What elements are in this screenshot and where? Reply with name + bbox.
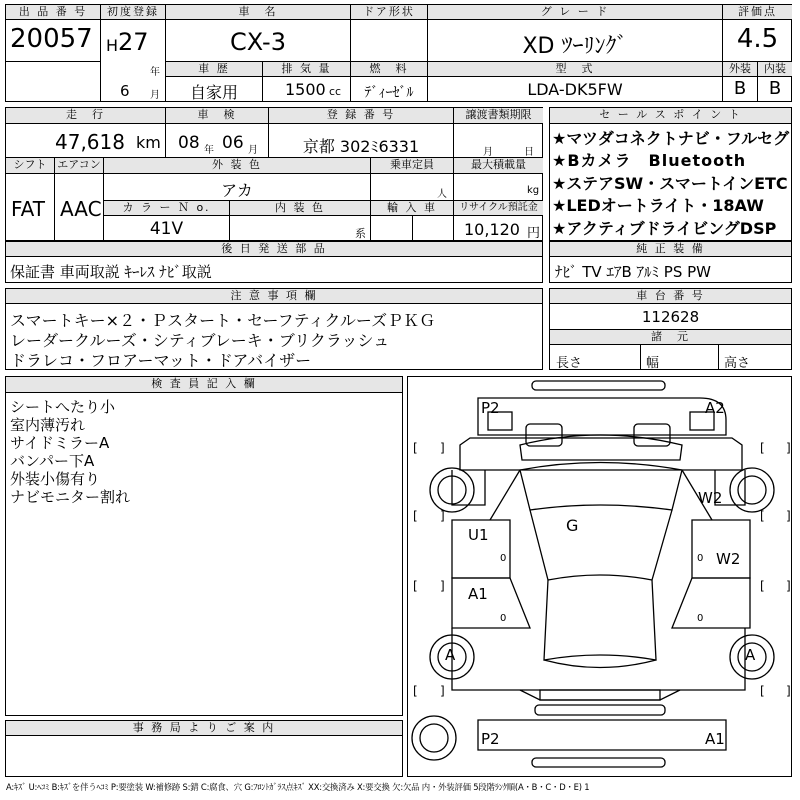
int-label: 内装 [758, 62, 792, 76]
lot-number: 20057 [10, 24, 93, 54]
inspection-month-unit: 月 [248, 145, 258, 156]
svg-text:]: ] [440, 441, 445, 455]
height-label: 高さ [724, 356, 751, 371]
interior-color-unit: 系 [355, 227, 366, 240]
grade-label: グ レ ー ド [428, 5, 722, 19]
mileage-unit: km [136, 133, 161, 152]
inspector-line-1: シートへたり小 [10, 398, 116, 416]
svg-text:[: [ [413, 441, 418, 455]
svg-text:]: ] [440, 684, 445, 698]
inspector-line-2: 室内薄汚れ [10, 416, 86, 434]
sales-point-2: ★Bカメラ Bluetooth [552, 151, 747, 170]
ac-label: エアコン [55, 158, 103, 173]
history: 自家用 [189, 83, 238, 102]
displacement: 1500 [285, 80, 326, 99]
mark-zero-1: 0 [500, 553, 507, 564]
first-reg-label: 初度登録 [101, 5, 165, 19]
shift: FAT [11, 197, 46, 221]
inspector-line-6: ナビモニター割れ [10, 488, 131, 506]
mark-w2-right: W2 [698, 489, 723, 507]
later-parts-label: 後 日 発 送 部 品 [6, 242, 542, 256]
exterior-color: アカ [221, 181, 253, 200]
sales-point-3: ★ステアSW・スマートインETC [552, 174, 788, 193]
svg-text:[: [ [413, 509, 418, 523]
mileage: 47,618 [55, 130, 125, 154]
capacity-unit: 人 [437, 189, 447, 200]
chassis-label: 車 台 番 号 [550, 289, 791, 303]
import-label: 輸 入 車 [371, 201, 453, 215]
recycle-unit: 円 [527, 226, 541, 241]
mark-zero-4: 0 [697, 613, 704, 624]
sales-points-label: セ ー ル ス ポ イ ン ト [550, 108, 791, 123]
model-label: 型 式 [428, 62, 722, 76]
fuel: ﾃﾞｨｰｾﾞﾙ [364, 85, 414, 101]
ext-label: 外装 [723, 62, 757, 76]
inspection-year: 08 [178, 133, 200, 153]
mark-p2-top: P2 [481, 399, 500, 417]
equipment-label: 純 正 装 備 [550, 242, 791, 256]
sales-point-4: ★LEDオートライト・18AW [552, 196, 764, 215]
mark-a-front-right: A [745, 646, 756, 664]
fuel-label: 燃 料 [351, 62, 427, 76]
lot-label: 出 品 番 号 [6, 5, 100, 19]
equipment: ﾅﾋﾞ TV ｴｱB ｱﾙﾐ PS PW [555, 263, 711, 281]
sales-point-5: ★アクティブドライビングDSP [552, 219, 777, 238]
disp-label: 排 気 量 [263, 62, 350, 76]
note-line-1: スマートキー×２・Ｐスタート・セーフティクルーズＰＫＧ [10, 311, 436, 330]
history-label: 車 歴 [166, 62, 262, 76]
score-label: 評価点 [723, 5, 792, 19]
score: 4.5 [736, 24, 779, 54]
mileage-label: 走 行 [6, 108, 165, 123]
mark-p2-bottom: P2 [481, 730, 500, 748]
reg-month: 6 [120, 82, 130, 100]
svg-text:[: [ [760, 509, 765, 523]
inspector-label: 検 査 員 記 入 欄 [6, 377, 402, 392]
inspector-line-3: サイドミラーA [10, 434, 110, 452]
mark-a1-bottom: A1 [705, 730, 725, 748]
model: LDA-DK5FW [527, 80, 623, 99]
chassis-number: 112628 [641, 308, 700, 326]
later-parts: 保証書 車両取説 ｷｰﾚｽ ﾅﾋﾞ取説 [10, 263, 212, 281]
era: H [106, 36, 119, 55]
door-label: ドア形状 [351, 5, 427, 19]
plate-label: 登 録 番 号 [269, 108, 453, 123]
note-line-3: ドラレコ・フロアーマット・ドアバイザー [10, 351, 312, 370]
max-load-label: 最大積載量 [454, 158, 543, 173]
svg-text:[: [ [413, 579, 418, 593]
mark-w2-door: W2 [716, 550, 741, 568]
dims-label: 諸 元 [550, 330, 791, 344]
inspector-line-5: 外装小傷有り [10, 470, 101, 488]
notes-label: 注 意 事 項 欄 [6, 289, 542, 303]
svg-text:]: ] [786, 579, 791, 593]
note-line-2: レーダークルーズ・シティブレーキ・ブリクラッシュ [10, 331, 390, 350]
mark-zero-3: 0 [500, 613, 507, 624]
interior-color-label: 内 装 色 [230, 201, 370, 215]
office-label: 事 務 局 よ り ご 案 内 [6, 721, 402, 735]
air-conditioner: AAC [60, 197, 102, 221]
disp-unit: cc [329, 85, 342, 98]
svg-text:]: ] [786, 684, 791, 698]
recycle-label: リサイクル預託金 [454, 201, 543, 215]
svg-text:[: [ [760, 684, 765, 698]
sales-point-1: ★マツダコネクトナビ・フルセグ [552, 129, 790, 148]
legend: A:ｷｽﾞ U:ﾍｺﾐ B:ｷｽﾞを伴うﾍｺﾐ P:要塗装 W:補修跡 S:錆 C:腐食、穴 G:ﾌﾛﾝﾄｶﾞﾗｽ点ｷｽﾞ XX:交換済み X:要交換 欠:欠品 内・外装評価 5段階ﾗﾝｸ順(A・B・C・D・E) 1 [6, 782, 590, 792]
svg-text:]: ] [440, 509, 445, 523]
transfer-day-unit: 日 [524, 147, 534, 158]
car-name-label: 車 名 [166, 5, 350, 19]
int-grade: B [768, 78, 782, 99]
inspection-month: 06 [222, 133, 244, 153]
svg-text:[: [ [413, 684, 418, 698]
car-name: CX-3 [230, 28, 286, 56]
color-no-label: カ ラ ー Ｎ o. [104, 201, 229, 215]
grade: XD ﾂｰﾘﾝｸﾞ [522, 34, 628, 59]
svg-text:]: ] [786, 441, 791, 455]
inspection-label: 車 検 [166, 108, 268, 123]
max-load-unit: kg [527, 185, 540, 196]
transfer-month-unit: 月 [483, 147, 493, 158]
svg-text:[: [ [760, 579, 765, 593]
mark-a2-top: A2 [705, 399, 725, 417]
reg-year: 27 [118, 28, 149, 56]
mark-a1-door: A1 [468, 585, 488, 603]
capacity-label: 乗車定員 [371, 158, 453, 173]
month-unit: 月 [150, 90, 160, 101]
mark-a-front-left: A [445, 646, 456, 664]
length-label: 長さ [556, 356, 583, 371]
inspection-year-unit: 年 [204, 145, 214, 156]
width-label: 幅 [646, 356, 660, 371]
recycle-fee: 10,120 [464, 220, 520, 239]
color-number: 41V [149, 219, 184, 239]
svg-text:]: ] [786, 509, 791, 523]
transfer-doc-label: 譲渡書類期限 [454, 108, 543, 123]
svg-text:[: [ [760, 441, 765, 455]
year-unit: 年 [150, 67, 160, 78]
color-label: 外 装 色 [104, 158, 370, 173]
mark-zero-2: 0 [697, 553, 704, 564]
svg-text:]: ] [440, 579, 445, 593]
ext-grade: B [733, 78, 747, 99]
plate-number: 京都 302ﾐ6331 [302, 137, 420, 156]
inspector-line-4: バンパー下A [10, 452, 95, 470]
mark-g-roof: G [566, 516, 579, 535]
shift-label: シフト [6, 158, 54, 173]
mark-u1: U1 [468, 526, 489, 544]
